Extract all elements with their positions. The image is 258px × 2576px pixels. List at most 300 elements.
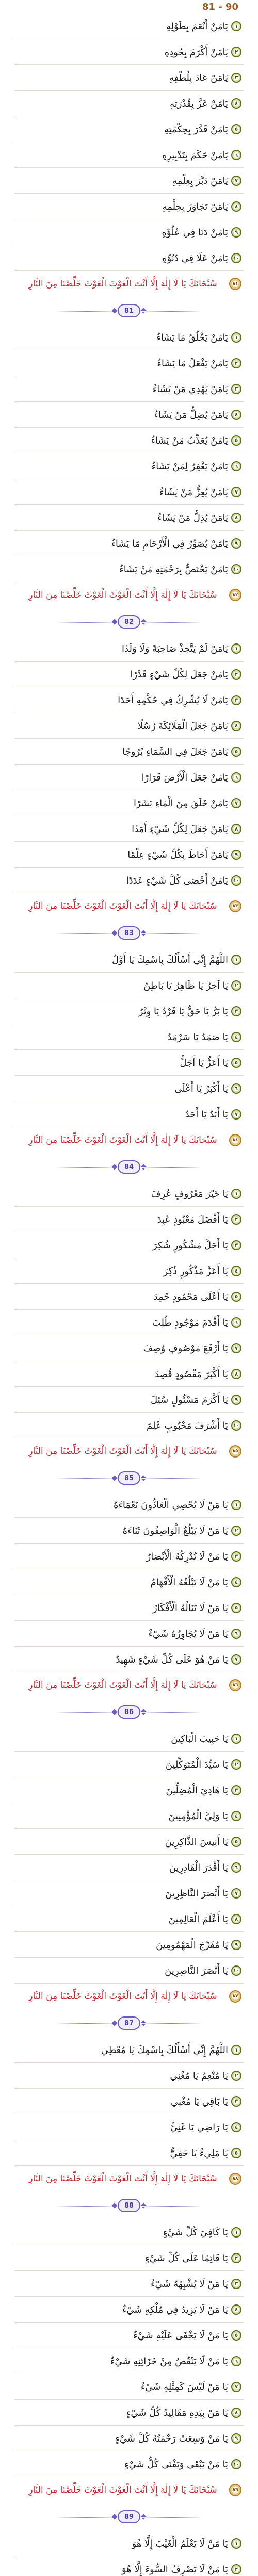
prayer-section xyxy=(14,2219,244,2531)
refrain-text: سُبْحَانَكَ يَا لَا إِلٰهَ إِلَّا أَنْتَ الْغَوْثَ الْغَوْثَ خَلِّصْنَا مِنَ النَّارِ xyxy=(28,590,217,600)
verse-line xyxy=(14,1544,244,1569)
verse-text: يَا وَلِيَّ الْمُؤْمِنِينَ xyxy=(168,1810,228,1822)
verse-line xyxy=(14,1232,244,1258)
refrain-number-medallion: ٨٢ xyxy=(229,589,241,601)
verse-line xyxy=(14,2451,244,2477)
verse-line xyxy=(14,168,244,194)
divider-ornament-line xyxy=(140,2023,202,2024)
refrain-number-medallion: ٨٧ xyxy=(229,1990,241,2003)
verse-line xyxy=(14,1906,244,1932)
prayer-section xyxy=(14,1726,244,2037)
verse-text: يَامَنْ قَدَّرَ بِحِكْمَتِهِ xyxy=(164,124,228,135)
verse-text: يَا مَنْ لَا تُدْرِكُهُ الْأَبْصَارُ xyxy=(146,1551,228,1562)
verse-text: اللَّهُمَّ إِنِّي أَسْأَلُكَ بِاسْمِكَ يَا مُعْطِي xyxy=(101,2044,228,2056)
refrain-line xyxy=(14,1438,244,1464)
divider-ornament-line xyxy=(140,2517,202,2518)
verse-number-medallion: ٩ xyxy=(231,1940,241,1950)
verse-number-medallion: ١ xyxy=(231,21,241,31)
verse-line xyxy=(14,2426,244,2451)
verse-number-medallion: ٢ xyxy=(231,980,241,991)
verse-number-medallion: ٢ xyxy=(231,1759,241,1770)
section-divider xyxy=(14,919,244,947)
divider-ornament-line xyxy=(56,2206,118,2207)
verse-number-medallion: ٥ xyxy=(231,747,241,757)
verse-text: يَا مَنْ لَا يُحْصِي الْعَادُّونَ نَعْمَاءَهُ xyxy=(113,1499,228,1511)
verse-text: يَامَنْ أَحْصَى كُلَّ شَيْءٍ عَدَدًا xyxy=(126,875,228,886)
verse-line xyxy=(14,1492,244,1518)
verse-text: يَا أَقْدَرَ الْقَادِرِينَ xyxy=(169,1862,228,1873)
divider-ornament-line xyxy=(56,1167,118,1168)
section-divider xyxy=(14,2009,244,2037)
section-number-badge: 82 xyxy=(118,615,140,629)
verse-number-medallion: ٩ xyxy=(231,227,241,238)
verse-number-medallion: ٣ xyxy=(231,1006,241,1016)
verse-line xyxy=(14,1726,244,1752)
verse-number-medallion: ١ xyxy=(231,1500,241,1510)
verse-line xyxy=(14,1647,244,1672)
refrain-number-medallion: ٨٦ xyxy=(229,1679,241,1691)
verse-text: يَا مَنْ لَا يَزِيدُ فِي مُلْكِهِ شَيْءٌ xyxy=(122,2304,228,2315)
section-number-badge: 88 xyxy=(118,2199,140,2212)
divider-ornament-line xyxy=(140,2206,202,2207)
divider-ornament-line xyxy=(140,1478,202,1479)
verse-line xyxy=(14,428,244,453)
verse-line xyxy=(14,142,244,168)
verse-text: يَامَنْ أَكْرَمَ بِجُودِهِ xyxy=(164,46,228,58)
verse-number-medallion: ٥ xyxy=(231,435,241,446)
prayer-section xyxy=(14,2037,244,2219)
page-range: 81 - 90 xyxy=(202,1,238,12)
verse-number-medallion: ٨ xyxy=(231,1369,241,1379)
verse-text: يَا خَيْرَ مَعْرُوفٍ عُرِفَ xyxy=(151,1188,228,1199)
verse-text: يَامَنْ جَعَلَ فِي السَّمَاءِ بُرُوجًا xyxy=(122,746,228,757)
verse-number-medallion: ١٠ xyxy=(231,2459,241,2469)
refrain-number-medallion: ٨٩ xyxy=(229,2484,241,2496)
verse-line xyxy=(14,116,244,142)
prayer-section xyxy=(14,13,244,325)
verse-text: يَامَنْ أَنْعَمَ بِطَوْلِهِ xyxy=(166,21,228,32)
refrain-number-medallion: ٨٣ xyxy=(229,900,241,912)
verse-line xyxy=(14,947,244,973)
verse-number-medallion: ١٠ xyxy=(231,564,241,574)
verse-number-medallion: ٤ xyxy=(231,1811,241,1821)
verse-number-medallion: ٨ xyxy=(231,2408,241,2418)
verse-line xyxy=(14,1829,244,1855)
verse-line xyxy=(14,2297,244,2323)
verse-line xyxy=(14,1413,244,1438)
section-divider xyxy=(14,297,244,325)
verse-text: يَا أَنْصَرَ النَّاصِرِينَ xyxy=(165,1965,228,1976)
verse-text: يَامَنْ يَخْتَصُّ بِرَحْمَتِهِ مَنْ يَشَاءُ xyxy=(119,564,228,575)
verse-line xyxy=(14,2556,244,2576)
verse-line xyxy=(14,2531,244,2556)
verse-text: يَا مَنْ وَسِعَتْ رَحْمَتُهُ كُلَّ شَيْءٍ xyxy=(115,2433,228,2444)
verse-line xyxy=(14,219,244,245)
verse-text: يَامَنْ يَفْعَلُ مَا يَشَاءُ xyxy=(157,358,228,369)
section-number-badge: 84 xyxy=(118,1160,140,1174)
verse-line xyxy=(14,505,244,531)
section-number-badge: 81 xyxy=(118,304,140,317)
verse-number-medallion: ٤ xyxy=(231,410,241,420)
verse-line xyxy=(14,376,244,402)
verse-number-medallion: ٨ xyxy=(231,513,241,523)
refrain-line xyxy=(14,1127,244,1153)
verse-text: يَا مَنْ لَا يُشْبِهُهُ شَيْءٌ xyxy=(151,2278,228,2290)
verse-text: يَا قَائِمًا عَلَى كُلِّ شَيْءٍ xyxy=(145,2252,228,2264)
verse-text: يَامَنْ جَعَلَ الْمَلَائِكَةَ رُسُلًا xyxy=(137,720,228,732)
verse-line xyxy=(14,842,244,868)
verse-line xyxy=(14,1361,244,1387)
divider-ornament-line xyxy=(140,622,202,623)
verse-text: يَا صَمَدُ يَا سَرْمَدُ xyxy=(167,1031,228,1043)
verse-text: يَا حَبِيبَ الْبَاكِينَ xyxy=(171,1733,228,1744)
section-divider xyxy=(14,2192,244,2219)
verse-number-medallion: ٨ xyxy=(231,824,241,834)
verse-text: يَا مُفَرِّجَ الْمَهْمُومِينَ xyxy=(156,1939,228,1951)
verse-number-medallion: ٢ xyxy=(231,2071,241,2081)
verse-line xyxy=(14,973,244,998)
verse-text: يَا أَعْلَى مَحْمُودٍ حُمِدَ xyxy=(153,1291,228,1302)
verse-text: يَا مَلِيءُ يَا حَفِيُّ xyxy=(170,2147,228,2159)
verse-number-medallion: ١ xyxy=(231,1734,241,1744)
divider-ornament-line xyxy=(56,622,118,623)
refrain-text: سُبْحَانَكَ يَا لَا إِلٰهَ إِلَّا أَنْتَ الْغَوْثَ الْغَوْثَ خَلِّصْنَا مِنَ النَّارِ xyxy=(28,2485,217,2495)
verse-text: يَامَنْ حَكَمَ بِتَدْبِيرِهِ xyxy=(162,149,228,161)
section-number-badge: 89 xyxy=(118,2510,140,2523)
refrain-text: سُبْحَانَكَ يَا لَا إِلٰهَ إِلَّا أَنْتَ الْغَوْثَ الْغَوْثَ خَلِّصْنَا مِنَ النَّارِ xyxy=(28,2174,217,2184)
divider-ornament-line xyxy=(140,933,202,934)
verse-number-medallion: ٦ xyxy=(231,1083,241,1094)
section-divider xyxy=(14,1698,244,1726)
verse-text: يَا أَعْلَمَ الْعَالِمِينَ xyxy=(168,1913,228,1925)
verse-number-medallion: ٩ xyxy=(231,538,241,549)
verse-number-medallion: ١ xyxy=(231,2227,241,2238)
refrain-line xyxy=(14,2477,244,2503)
verse-number-medallion: ٧ xyxy=(231,1343,241,1353)
verse-number-medallion: ٤ xyxy=(231,98,241,109)
verse-text: يَامَنْ دَنَا فِي عُلُوِّهِ xyxy=(162,227,228,238)
verse-text: يَا هَادِيَ الْمُضِلِّينَ xyxy=(166,1785,228,1796)
verse-number-medallion: ٧ xyxy=(231,487,241,497)
verse-number-medallion: ٧ xyxy=(231,176,241,186)
verse-line xyxy=(14,1258,244,1284)
verse-number-medallion: ١ xyxy=(231,1189,241,1199)
refrain-number-medallion: ٨٨ xyxy=(229,2173,241,2185)
verse-text: يَا أَكْبَرَ مَقْصُودٍ قُصِدَ xyxy=(155,1368,228,1380)
verse-text: يَامَنْ خَلَقَ مِنَ الْمَاءِ بَشَرًا xyxy=(133,798,228,809)
verse-number-medallion: ٦ xyxy=(231,150,241,160)
section-divider xyxy=(14,1464,244,1492)
verse-text: يَامَنْ دَبَّرَ بِعِلْمِهِ xyxy=(172,175,228,187)
verse-text: يَا مَنْ هُوَ عَلَى كُلِّ شَيْءٍ شَهِيدٌ xyxy=(116,1654,228,1665)
divider-ornament-line xyxy=(56,311,118,312)
verse-number-medallion: ٤ xyxy=(231,2304,241,2315)
verse-line xyxy=(14,2140,244,2166)
refrain-text: سُبْحَانَكَ يَا لَا إِلٰهَ إِلَّا أَنْتَ الْغَوْثَ الْغَوْثَ خَلِّصْنَا مِنَ النَّارِ xyxy=(28,1446,217,1456)
verse-line xyxy=(14,713,244,739)
verse-line xyxy=(14,1880,244,1906)
verse-text: يَا أَبْصَرَ النَّاظِرِينَ xyxy=(165,1888,228,1899)
divider-ornament-line xyxy=(56,2517,118,2518)
verse-number-medallion: ٥ xyxy=(231,124,241,134)
prayer-section xyxy=(14,947,244,1181)
verse-text: يَامَنْ لَمْ يَتَّخِذْ صَاحِبَةً وَلَا وَلَدًا xyxy=(122,643,228,654)
page-header xyxy=(0,0,258,13)
verse-number-medallion: ٢ xyxy=(231,1214,241,1225)
verse-number-medallion: ٣ xyxy=(231,2096,241,2107)
divider-ornament-line xyxy=(140,1712,202,1713)
verse-number-medallion: ٦ xyxy=(231,2356,241,2366)
verse-line xyxy=(14,402,244,428)
verse-number-medallion: ٥ xyxy=(231,2330,241,2341)
verse-line xyxy=(14,1101,244,1127)
prayer-section xyxy=(14,1181,244,1492)
verse-number-medallion: ٩ xyxy=(231,2433,241,2444)
verse-text: يَامَنْ لَا يُشْرِكُ فِي حُكْمِهِ أَحَدًا xyxy=(118,694,228,706)
verse-text: يَا أَبَدُ يَا أَحَدُ xyxy=(185,1109,228,1120)
verse-line xyxy=(14,1024,244,1050)
verse-line xyxy=(14,325,244,350)
verse-text: اللَّهُمَّ إِنِّي أَسْأَلُكَ بِاسْمِكَ يَا أَوَّلُ xyxy=(112,954,228,965)
verse-line xyxy=(14,453,244,479)
verse-line xyxy=(14,2348,244,2374)
section-divider xyxy=(14,1153,244,1181)
verse-text: يَا بَرُّ يَا حَقُّ يَا فَرْدُ يَا وِتْرُ xyxy=(138,1006,228,1017)
verse-line xyxy=(14,765,244,790)
verse-line xyxy=(14,1387,244,1413)
verse-number-medallion: ٤ xyxy=(231,1032,241,1042)
verse-number-medallion: ٩ xyxy=(231,1395,241,1405)
verse-text: يَامَنْ جَعَلَ الْأَرْضَ قَرَارًا xyxy=(141,772,228,783)
divider-ornament-line xyxy=(56,1712,118,1713)
verse-text: يَا أَعَزَّ مَذْكُورٍ ذُكِرَ xyxy=(163,1265,228,1277)
verse-line xyxy=(14,816,244,842)
verse-text: يَا سَيِّدَ الْمُتَوَكِّلِينَ xyxy=(165,1759,228,1770)
verse-text: يَامَنْ عَلَا فِي دُنُوِّهِ xyxy=(162,252,228,264)
refrain-text: سُبْحَانَكَ يَا لَا إِلٰهَ إِلَّا أَنْتَ الْغَوْثَ الْغَوْثَ خَلِّصْنَا مِنَ النَّارِ xyxy=(28,1135,217,1145)
verse-line xyxy=(14,2271,244,2297)
verse-text: يَا مَنْ يَبْقَى وَيَفْنَى كُلُّ شَيْءٍ xyxy=(124,2459,228,2470)
verse-number-medallion: ١ xyxy=(231,643,241,654)
verse-number-medallion: ٦ xyxy=(231,1862,241,1873)
divider-ornament-line xyxy=(56,1478,118,1479)
verse-line xyxy=(14,350,244,376)
verse-line xyxy=(14,2374,244,2400)
verse-line xyxy=(14,1050,244,1076)
refrain-line xyxy=(14,2166,244,2192)
verse-line xyxy=(14,2063,244,2089)
verse-text: يَا مَنْ لَا تَنَالُهُ الْأَفْكَارُ xyxy=(152,1602,228,1614)
refrain-number-medallion: ٨٤ xyxy=(229,1134,241,1146)
prayer-section xyxy=(14,636,244,947)
verse-line xyxy=(14,998,244,1024)
verse-line xyxy=(14,1958,244,1984)
verse-line xyxy=(14,1181,244,1207)
verse-text: يَامَنْ عَزَّ بِقُدْرَتِهِ xyxy=(170,98,228,109)
verse-number-medallion: ١ xyxy=(231,2538,241,2549)
verse-line xyxy=(14,39,244,65)
verse-line xyxy=(14,662,244,687)
verse-number-medallion: ٤ xyxy=(231,1266,241,1276)
verse-text: يَامَنْ يُصَوِّرُ فِي الْأَرْحَامِ مَا يَشَاءُ xyxy=(111,538,228,549)
verse-number-medallion: ٦ xyxy=(231,461,241,471)
verse-number-medallion: ٣ xyxy=(231,384,241,394)
verse-text: يَا مَنْ بِيَدِهِ مَقَالِيدُ كُلِّ شَيْءٍ xyxy=(126,2407,228,2418)
verse-number-medallion: ٤ xyxy=(231,2122,241,2132)
verse-text: يَا مَنْ لَا يَنْقُصُ مِنْ خَزَائِنِهِ شَيْءٌ xyxy=(110,2355,228,2367)
verse-text: يَامَنْ أَحَاطَ بِكُلِّ شَيْءٍ عِلْمًا xyxy=(127,849,228,860)
verse-text: يَا مَنْ لَا يَعْلَمُ الْغَيْبَ إِلَّا هُوَ xyxy=(132,2538,228,2549)
verse-line xyxy=(14,1310,244,1335)
verse-number-medallion: ٦ xyxy=(231,1317,241,1328)
verse-number-medallion: ٩ xyxy=(231,850,241,860)
refrain-text: سُبْحَانَكَ يَا لَا إِلٰهَ إِلَّا أَنْتَ الْغَوْثَ الْغَوْثَ خَلِّصْنَا مِنَ النَّارِ xyxy=(28,901,217,911)
prayer-section xyxy=(14,325,244,636)
verse-text: يَا مَنْ لَا تَبْلُغُهُ الْأَفْهَامُ xyxy=(150,1577,228,1588)
verse-text: يَا بَاقِي يَا مُغْنِي xyxy=(170,2096,228,2107)
verse-line xyxy=(14,2323,244,2348)
verse-number-medallion: ١ xyxy=(231,2045,241,2055)
section-divider xyxy=(14,2503,244,2531)
verse-line xyxy=(14,1855,244,1880)
divider-ornament-line xyxy=(140,311,202,312)
verse-number-medallion: ٦ xyxy=(231,1629,241,1639)
verse-number-medallion: ١٠ xyxy=(231,1965,241,1976)
verse-number-medallion: ٥ xyxy=(231,1058,241,1068)
verse-number-medallion: ٣ xyxy=(231,1551,241,1562)
refrain-line xyxy=(14,271,244,297)
section-number-badge: 85 xyxy=(118,1471,140,1485)
verse-number-medallion: ٥ xyxy=(231,1292,241,1302)
verse-number-medallion: ١ xyxy=(231,332,241,343)
verse-line xyxy=(14,1335,244,1361)
verse-text: يَا أَرْفَعَ مَوْصُوفٍ وُصِفَ xyxy=(143,1343,228,1354)
section-number-badge: 87 xyxy=(118,2016,140,2030)
verse-text: يَا مَنْ لَا يَخْفَى عَلَيْهِ شَيْءٌ xyxy=(133,2330,228,2341)
verse-text: يَامَنْ جَعَلَ لِكُلِّ شَيْءٍ قَدْرًا xyxy=(130,669,228,680)
divider-ornament-line xyxy=(56,933,118,934)
verse-text: يَامَنْ يُعَذِّبُ مَنْ يَشَاءُ xyxy=(151,435,228,446)
refrain-line xyxy=(14,1672,244,1698)
verse-number-medallion: ٣ xyxy=(231,695,241,705)
verse-line xyxy=(14,556,244,582)
verse-line xyxy=(14,790,244,816)
verse-line xyxy=(14,868,244,893)
verse-text: يَا أَعَزُّ يَا أَجَلُّ xyxy=(180,1057,228,1069)
prayer-section xyxy=(14,2531,244,2576)
verse-text: يَا آخِرُ يَا ظَاهِرُ يَا بَاطِنُ xyxy=(143,980,228,991)
verse-number-medallion: ٤ xyxy=(231,1577,241,1587)
verse-text: يَامَنْ يُذِلُّ مَنْ يَشَاءُ xyxy=(157,512,228,523)
refrain-number-medallion: ٨٥ xyxy=(229,1445,241,1458)
verse-line xyxy=(14,65,244,91)
verse-text: يَا أَنِيسَ الذَّاكِرِينَ xyxy=(165,1836,228,1848)
verse-number-medallion: ١ xyxy=(231,955,241,965)
prayer-section xyxy=(14,1492,244,1726)
sections-container xyxy=(0,13,258,2576)
verse-line xyxy=(14,1752,244,1777)
verse-number-medallion: ٣ xyxy=(231,1785,241,1795)
verse-text: يَا أَفْضَلَ مَعْبُودٍ عُبِدَ xyxy=(157,1214,228,1225)
verse-text: يَا أَقْدَمَ مَوْجُودٍ طُلِبَ xyxy=(152,1317,228,1328)
verse-text: يَامَنْ يَغْفِرُ لِمَنْ يَشَاءُ xyxy=(151,461,228,472)
verse-number-medallion: ٥ xyxy=(231,1837,241,1847)
verse-number-medallion: ٢ xyxy=(231,47,241,57)
verse-line xyxy=(14,479,244,505)
verse-text: يَا مُنْعِمُ يَا مُغْنِي xyxy=(170,2070,228,2081)
verse-number-medallion: ٢ xyxy=(231,669,241,680)
verse-number-medallion: ٧ xyxy=(231,1654,241,1665)
refrain-line xyxy=(14,582,244,608)
verse-number-medallion: ٢ xyxy=(231,2564,241,2574)
verse-number-medallion: ٧ xyxy=(231,1109,241,1120)
verse-number-medallion: ٢ xyxy=(231,358,241,368)
section-divider xyxy=(14,608,244,636)
refrain-number-medallion: ٨١ xyxy=(229,278,241,290)
verse-line xyxy=(14,739,244,765)
verse-number-medallion: ٥ xyxy=(231,1603,241,1613)
verse-line xyxy=(14,1595,244,1621)
verse-text: يَامَنْ تَجَاوَزَ بِحِلْمِهِ xyxy=(162,201,228,212)
verse-line xyxy=(14,2219,244,2245)
verse-number-medallion: ٧ xyxy=(231,798,241,808)
verse-text: يَامَنْ يُضِلُّ مَنْ يَشَاءُ xyxy=(154,409,228,420)
verse-number-medallion: ٢ xyxy=(231,1526,241,1536)
verse-line xyxy=(14,1076,244,1101)
verse-text: يَامَنْ يَهْدِي مَنْ يَشَاءُ xyxy=(152,383,228,395)
verse-line xyxy=(14,1569,244,1595)
verse-line xyxy=(14,13,244,39)
verse-line xyxy=(14,1207,244,1232)
verse-line xyxy=(14,2089,244,2114)
verse-number-medallion: ١٠ xyxy=(231,253,241,263)
verse-number-medallion: ٣ xyxy=(231,73,241,83)
verse-number-medallion: ١٠ xyxy=(231,1420,241,1431)
verse-line xyxy=(14,2114,244,2140)
refrain-text: سُبْحَانَكَ يَا لَا إِلٰهَ إِلَّا أَنْتَ الْغَوْثَ الْغَوْثَ خَلِّصْنَا مِنَ النَّارِ xyxy=(28,1991,217,2002)
verse-line xyxy=(14,2037,244,2063)
refrain-line xyxy=(14,893,244,919)
verse-text: يَا مَنْ لَا يَبْلُغُ الْوَاصِفُونَ ثَنَاءَهُ xyxy=(122,1525,228,1536)
divider-ornament-line xyxy=(140,1167,202,1168)
verse-line xyxy=(14,91,244,116)
verse-number-medallion: ٤ xyxy=(231,721,241,731)
verse-line xyxy=(14,636,244,662)
verse-line xyxy=(14,1284,244,1310)
section-number-badge: 83 xyxy=(118,926,140,940)
verse-line xyxy=(14,194,244,219)
verse-number-medallion: ١٠ xyxy=(231,875,241,886)
verse-text: يَامَنْ يُعِزُّ مَنْ يَشَاءُ xyxy=(159,486,228,498)
verse-text: يَامَنْ عَادَ بِلُطْفِهِ xyxy=(169,72,228,83)
verse-line xyxy=(14,1621,244,1647)
verse-number-medallion: ٢ xyxy=(231,2253,241,2263)
refrain-text: سُبْحَانَكَ يَا لَا إِلٰهَ إِلَّا أَنْتَ الْغَوْثَ الْغَوْثَ خَلِّصْنَا مِنَ النَّارِ xyxy=(28,279,217,289)
verse-text: يَامَنْ جَعَلَ لِكُلِّ شَيْءٍ أَمَدًا xyxy=(132,823,228,835)
verse-line xyxy=(14,1518,244,1544)
verse-text: يَا رَاضِي يَا غَنِيُّ xyxy=(170,2122,228,2133)
verse-number-medallion: ٦ xyxy=(231,772,241,783)
verse-line xyxy=(14,1932,244,1958)
verse-number-medallion: ٨ xyxy=(231,1914,241,1924)
verse-line xyxy=(14,1777,244,1803)
verse-line xyxy=(14,245,244,271)
verse-number-medallion: ٧ xyxy=(231,2382,241,2392)
verse-line xyxy=(14,687,244,713)
verse-number-medallion: ٣ xyxy=(231,2279,241,2289)
verse-line xyxy=(14,2400,244,2426)
divider-ornament-line xyxy=(56,2023,118,2024)
